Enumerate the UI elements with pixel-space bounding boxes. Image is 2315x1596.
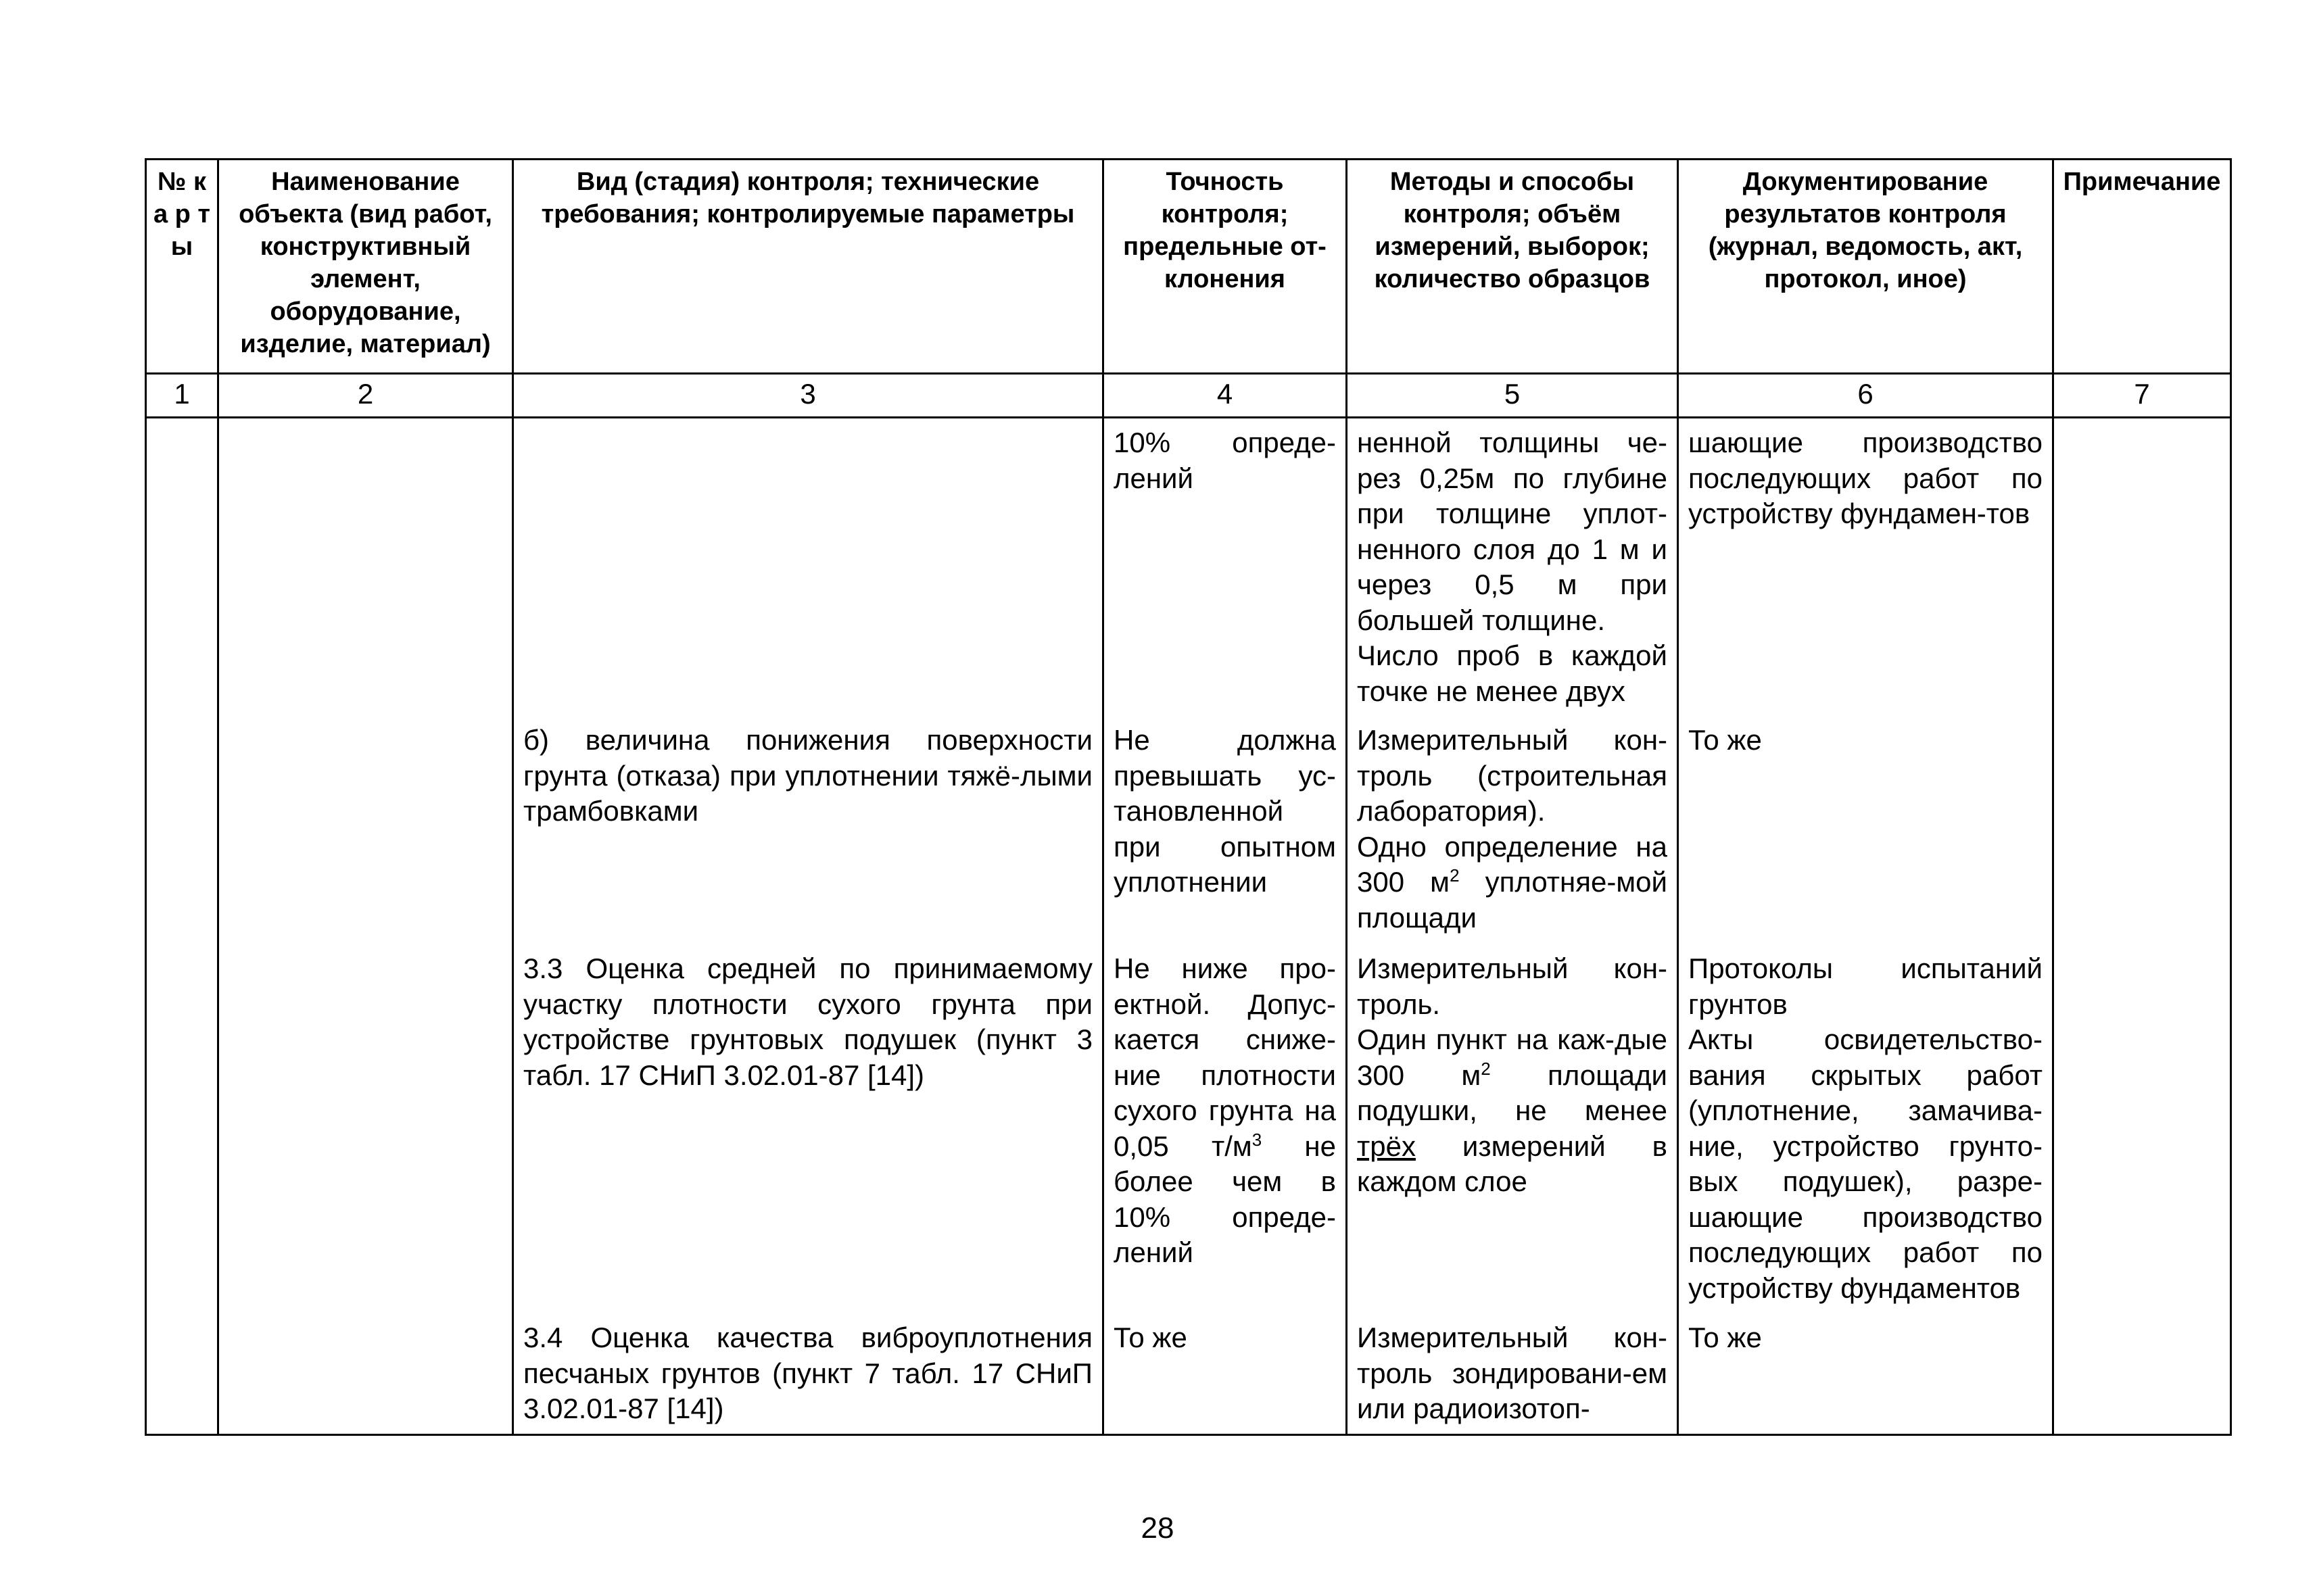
cell-documentation — [1678, 944, 2053, 1313]
cell-control-type — [513, 716, 1103, 944]
methods-text: ненной толщины че-рез 0,25м по глубине при толщине уплот-ненного слоя до 1 м и через 0,5 м при большей толщине. — [1357, 427, 1667, 636]
header-card-number: № к а р т ы — [146, 160, 218, 374]
documentation-text: Акты освидетельство-вания скрытых работ (уплотнение, замачива-ние, устройство грунто-вых подушек), разре-шающие производство последующих работ по устройству фундаментов — [1688, 1023, 2043, 1304]
control-type-text: 3.4 Оценка качества виброуплотнения песчаных грунтов (пункт 7 табл. 17 СНиП 3.02.01-87 [14]) — [523, 1322, 1093, 1424]
cell-methods — [1347, 944, 1678, 1313]
control-type-text: 3.3 Оценка средней по принимаемому участку плотности сухого грунта при устройстве грунтовых подушек (пункт 3 табл. 17 СНиП 3.02.01-87 [14]) — [523, 952, 1093, 1091]
control-table — [145, 158, 2232, 1436]
cell-control-type — [513, 418, 1103, 717]
column-number: 4 — [1103, 374, 1347, 418]
table-row — [146, 418, 2231, 717]
superscript: 2 — [1450, 865, 1460, 886]
header-object-name: Наименование объекта (вид работ, конструктивный элемент, оборудование, изделие, материал) — [218, 160, 513, 374]
methods-text: Измерительный кон-троль зондировани-ем или радиоизотоп- — [1357, 1322, 1667, 1424]
column-number: 2 — [218, 374, 513, 418]
cell-note — [2053, 1313, 2231, 1434]
documentation-text: То же — [1688, 724, 1762, 756]
column-number: 5 — [1347, 374, 1678, 418]
control-type-text: б) величина понижения поверхности грунта (отказа) при уплотнении тяжё-лыми трамбовками — [523, 724, 1093, 827]
header-note: Примечание — [2053, 160, 2231, 374]
documentation-text: шающие производство последующих работ по устройству фундамен-тов — [1688, 427, 2043, 529]
methods-text-part: измерений в каждом слое — [1357, 1130, 1667, 1197]
cell-card-number — [146, 1313, 218, 1434]
cell-card-number — [146, 418, 218, 717]
methods-text: Измерительный кон-троль. — [1357, 952, 1667, 1020]
cell-card-number — [146, 716, 218, 944]
header-documentation: Документирование результатов контроля (журнал, ведомость, акт, протокол, иное) — [1678, 160, 2053, 374]
cell-note — [2053, 418, 2231, 717]
column-number: 1 — [146, 374, 218, 418]
underlined-word: трёх — [1357, 1130, 1416, 1162]
cell-methods — [1347, 1313, 1678, 1434]
accuracy-text: То же — [1114, 1322, 1187, 1353]
cell-object-name — [218, 944, 513, 1313]
column-number: 3 — [513, 374, 1103, 418]
superscript: 3 — [1251, 1129, 1262, 1150]
accuracy-text — [1114, 951, 1336, 1271]
cell-control-type — [513, 1313, 1103, 1434]
header-control-type: Вид (стадия) контроля; технические требования; контролируемые параметры — [513, 160, 1103, 374]
documentation-text: То же — [1688, 1322, 1762, 1353]
methods-text-part: Один пункт на каж-дые 300 м — [1357, 1023, 1667, 1091]
table-row — [146, 1313, 2231, 1434]
cell-documentation — [1678, 716, 2053, 944]
methods-text: Число проб в каждой точке не менее двух — [1357, 639, 1667, 707]
cell-methods — [1347, 418, 1678, 717]
table-row — [146, 944, 2231, 1313]
column-number: 6 — [1678, 374, 2053, 418]
cell-object-name — [218, 418, 513, 717]
header-methods: Методы и способы контроля; объём измерений, выборок; количество образцов — [1347, 160, 1678, 374]
accuracy-text-part: не более чем в 10% опреде-лений — [1114, 1130, 1336, 1268]
accuracy-text: 10% опреде-лений — [1114, 427, 1336, 494]
cell-note — [2053, 944, 2231, 1313]
accuracy-text-part: Не ниже про-ектной. Допус-кается сниже-ние плотности сухого грунта на 0,05 т/м — [1114, 952, 1336, 1162]
superscript: 2 — [1481, 1058, 1491, 1079]
methods-text — [1357, 1022, 1667, 1200]
cell-accuracy — [1103, 1313, 1347, 1434]
header-row — [146, 160, 2231, 374]
cell-note — [2053, 716, 2231, 944]
accuracy-text: Не должна превышать ус-тановленной при опытном уплотнении — [1114, 724, 1336, 898]
cell-accuracy — [1103, 944, 1347, 1313]
methods-text-part: уплотняе-мой площади — [1357, 866, 1667, 934]
header-accuracy: Точность контроля; предельные от-клонения — [1103, 160, 1347, 374]
column-number: 7 — [2053, 374, 2231, 418]
methods-text-part: площади подушки, не менее — [1357, 1059, 1667, 1126]
column-number-row — [146, 374, 2231, 418]
methods-text-part: Одно определение на 300 м — [1357, 830, 1667, 898]
cell-documentation — [1678, 418, 2053, 717]
cell-accuracy — [1103, 418, 1347, 717]
methods-text — [1357, 829, 1667, 936]
cell-documentation — [1678, 1313, 2053, 1434]
cell-object-name — [218, 716, 513, 944]
page-number: 28 — [1141, 1512, 1174, 1545]
cell-accuracy — [1103, 716, 1347, 944]
cell-card-number — [146, 944, 218, 1313]
methods-text: Измерительный кон-троль (строительная лаборатория). — [1357, 724, 1667, 827]
cell-object-name — [218, 1313, 513, 1434]
cell-methods — [1347, 716, 1678, 944]
documentation-text: Протоколы испытаний грунтов — [1688, 952, 2043, 1020]
table-row — [146, 716, 2231, 944]
cell-control-type — [513, 944, 1103, 1313]
